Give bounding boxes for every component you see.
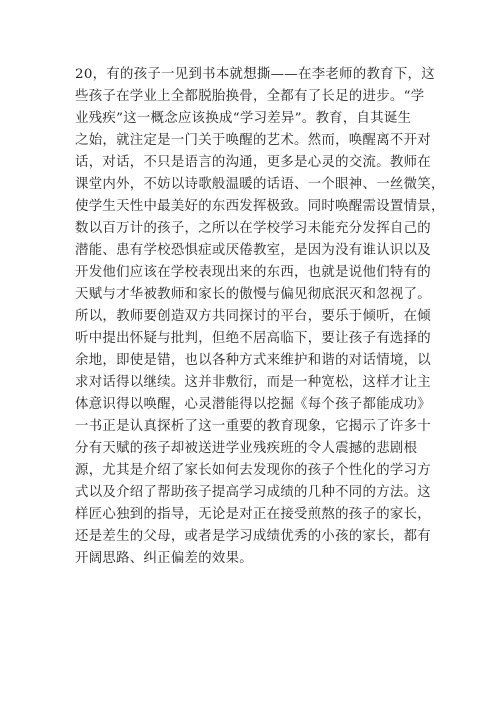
paragraph-line: 求对话得以继续。这并非敷衍，而是一种宽松，这样才让主 <box>75 375 431 390</box>
paragraph-line: 式以及介绍了帮助孩子提高学习成绩的几种不同的方法。这 <box>75 485 431 500</box>
paragraph-line: 开阔思路、纠正偏差的效果。 <box>75 551 253 566</box>
paragraph-line: 话，对话，不只是语言的沟通，更多是心灵的交流。教师在 <box>75 155 431 170</box>
paragraph-line: 数以百万计的孩子，之所以在学校学习未能充分发挥自己的 <box>75 221 431 236</box>
paragraph-line: 课堂内外，不妨以诗歌般温暖的话语、一个眼神、一丝微笑， <box>75 177 445 192</box>
paragraph-line: 所以，教师要创造双方共同探讨的平台，要乐于倾听，在倾 <box>75 309 431 324</box>
paragraph-line: 20，有的孩子一见到书本就想撕——在李老师的教育下，这 <box>75 67 435 82</box>
paragraph-line: 余地，即使是错，也以各种方式来维护和谐的对话情境，以 <box>75 353 431 368</box>
paragraph-line: 还是差生的父母，或者是学习成绩优秀的小孩的家长，都有 <box>75 529 431 544</box>
paragraph-line: 体意识得以唤醒，心灵潜能得以挖掘《每个孩子都能成功》 <box>75 397 431 412</box>
paragraph-line: 样匠心独到的指导，无论是对正在接受煎熬的孩子的家长， <box>75 507 431 522</box>
paragraph-line: 些孩子在学业上全都脱胎换骨，全都有了长足的进步。“学 <box>75 89 425 104</box>
paragraph-line: 听中提出怀疑与批判，但绝不居高临下，要让孩子有选择的 <box>75 331 431 346</box>
paragraph-line: 潜能、患有学校恐惧症或厌倦教室，是因为没有谁认识以及 <box>75 243 431 258</box>
paragraph-line: 之始，就注定是一门关于唤醒的艺术。然而，唤醒离不开对 <box>75 133 431 148</box>
paragraph-line: 一书正是认真探析了这一重要的教育现象，它揭示了许多十 <box>75 419 431 434</box>
paragraph-line: 使学生天性中最美好的东西发挥极致。同时唤醒需设置情景， <box>75 199 445 214</box>
paragraph-line: 天赋与才华被教师和家长的傲慢与偏见彻底泯灭和忽视了。 <box>75 287 431 302</box>
paragraph-line: 源，尤其是介绍了家长如何去发现你的孩子个性化的学习方 <box>75 463 431 478</box>
paragraph-line: 开发他们应该在学校表现出来的东西，也就是说他们特有的 <box>75 265 431 280</box>
paragraph-line: 业残疾”这一概念应该换成“学习差异”。教育，自其诞生 <box>75 111 412 126</box>
paragraph-line: 分有天赋的孩子却被送进学业残疾班的令人震撼的悲剧根 <box>75 441 418 456</box>
